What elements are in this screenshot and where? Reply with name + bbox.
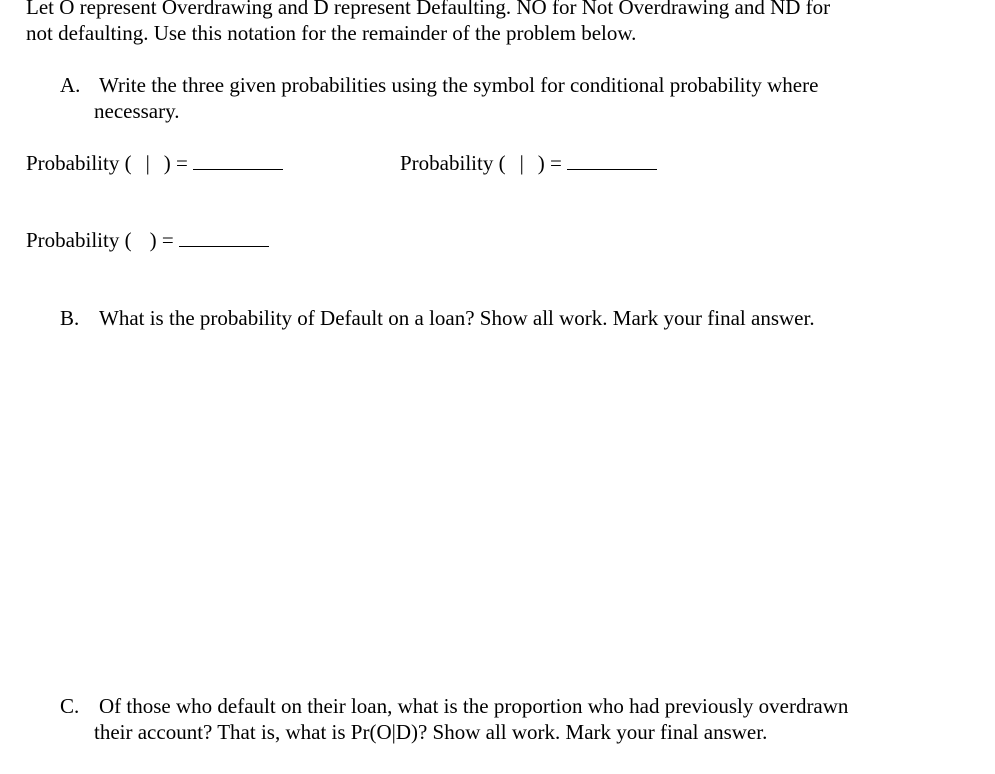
probability-close: ) = xyxy=(163,151,188,175)
answer-blank[interactable] xyxy=(179,228,269,247)
question-b-letter: B. xyxy=(60,306,80,330)
question-a-letter: A. xyxy=(60,73,81,97)
question-c-line-1: Of those who default on their loan, what is the proportion who had previously overdrawn xyxy=(99,694,849,718)
answer-blank[interactable] xyxy=(193,151,283,170)
given-bar: | xyxy=(519,151,524,175)
probability-label: Probability ( xyxy=(26,228,132,252)
probability-label: Probability ( xyxy=(400,151,506,175)
probability-close: ) = xyxy=(149,228,174,252)
probability-close: ) = xyxy=(537,151,562,175)
probability-label: Probability ( xyxy=(26,151,132,175)
question-a xyxy=(60,72,818,124)
question-b-text: What is the probability of Default on a loan? Show all work. Mark your final answer. xyxy=(99,306,815,330)
question-c-line-2: their account? That is, what is Pr(O|D)? Show all work. Mark your final answer. xyxy=(94,720,768,744)
question-a-line-1: Write the three given probabilities using the symbol for conditional probability where xyxy=(99,73,819,97)
probability-blank-3 xyxy=(26,227,269,253)
given-bar: | xyxy=(145,151,150,175)
question-c xyxy=(60,693,848,745)
intro-paragraph xyxy=(26,0,830,46)
probability-blank-2 xyxy=(400,150,657,176)
intro-line-1: Let O represent Overdrawing and D represent Defaulting. NO for Not Overdrawing and ND for xyxy=(26,0,831,19)
question-c-letter: C. xyxy=(60,694,80,718)
probability-blank-1 xyxy=(26,150,283,176)
question-b xyxy=(60,305,815,331)
question-a-line-2: necessary. xyxy=(94,99,180,123)
intro-line-2: not defaulting. Use this notation for the remainder of the problem below. xyxy=(26,21,637,45)
answer-blank[interactable] xyxy=(567,151,657,170)
